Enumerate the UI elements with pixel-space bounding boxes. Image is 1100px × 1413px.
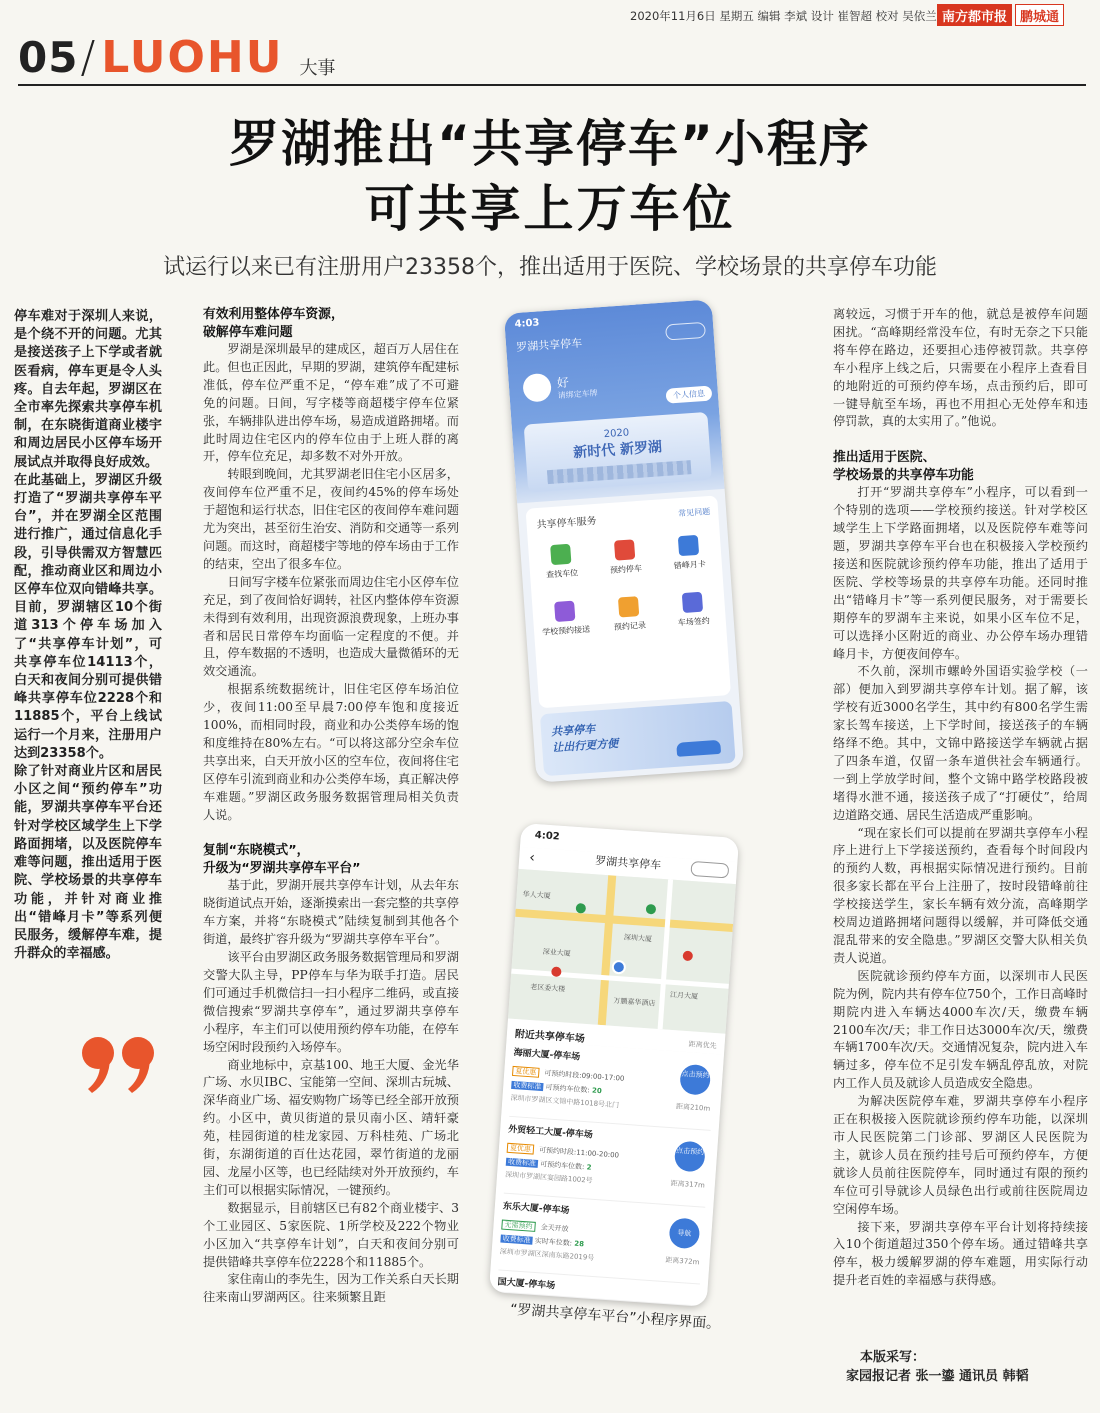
avatar[interactable]: [522, 373, 552, 403]
app-title: 罗湖共享停车: [515, 336, 583, 355]
page-number: 05: [18, 33, 79, 82]
app-screenshot-nearby: [489, 823, 739, 1307]
body-paragraph: 该平台由罗湖区政务服务数据管理局和罗湖交警大队主导，PP停车与华为联手打造。居民们可通过手机微信扫一扫小程序二维码，或直接微信搜索“罗湖共享停车”，通过罗湖共享停车小程序，车主们可以使用预约停车功能，在停车场空闲时段预约入场停车。: [203, 950, 459, 1054]
body-paragraph: 数据显示，目前辖区已有82个商业楼宇、3个工业园区、5家医院、1所学校及222个物业小区加入“共享停车计划”，白天和夜间分别可提供错峰共享停车位2228个和11885个。: [203, 1200, 459, 1269]
school-pickup-service[interactable]: 学校预约接送: [531, 589, 598, 638]
body-paragraph: 为解决医院停车难，罗湖共享停车小程序正在积极接入医院就诊预约停车功能，以深圳市人民医院第二门诊部、罗湖区人民医院为主，就诊人员在预约挂号后可预约停车，方便就诊人员前往医院停车，同时通过有限的预约车位可引导就诊人员绿色出行或前往医院周边空闲停车场。: [833, 1094, 1088, 1216]
faq-link[interactable]: 常见问题: [677, 506, 711, 519]
region-label: LUOHU: [101, 32, 284, 83]
map-view[interactable]: 华人大厦 深圳大厦 深业大厦 老区委大楼 万鹏嘉华酒店 江月大厦: [508, 869, 736, 1034]
lot-card[interactable]: 东乐大厦-停车场 无需预约 全天开放 收费标准 实时车位数: 28 深圳市罗湖区深南东路2019号 导航 距离372m: [498, 1194, 705, 1285]
newspaper-logo: [937, 4, 1092, 26]
section-heading: 复制“东晓模式”， 升级为“罗湖共享停车平台”: [203, 843, 361, 876]
byline-label: 本版采写：: [860, 1350, 926, 1365]
offpeak-card-service[interactable]: 错峰月卡: [655, 523, 722, 572]
card-icon: [678, 535, 699, 556]
body-paragraph: 不久前，深圳市螺岭外国语实验学校（一部）便加入到罗湖共享停车计划。据了解，该学校有近3000名学生，其中约有800名学生需家长驾车接送，上下学时间，接送孩子的车辆络绎不绝。其中，文锦中路接送学车辆就占据了四条车道，仅留一条车道供社会车辆通行。一到上学放学时间，整个文锦中路学校路段被堵得水泄不通，接送孩子成了“打硬仗”，给周边道路交通、居民生活造成严重影响。: [833, 664, 1088, 822]
body-paragraph: 家住南山的李先生，因为工作关系白天长期往来南山罗湖两区。往来频繁且距: [203, 1272, 459, 1305]
map-pin-icon[interactable]: [576, 903, 587, 914]
body-paragraph: 罗湖是深圳最早的建成区，超百万人居住在此。但也正因此，早期的罗湖，建筑停车配建标准低，停车位严重不足，“停车难”成了不可避免的问题。日间，写字楼等商超楼宇停车位紧张，车辆排队进出停车场，易造成道路拥堵。而此时周边住宅区内的停车位由于上班人群的离开，停车位充足，却多数不对外开放。: [203, 342, 459, 464]
school-icon: [554, 601, 575, 622]
footer-banner: 共享停车 让出行更方便: [540, 701, 736, 776]
services-title: 共享停车服务: [536, 515, 597, 532]
byline: [846, 1348, 1029, 1386]
skyline-graphic: [547, 460, 692, 484]
section-label: 大事: [299, 58, 336, 79]
masthead-rule: [18, 84, 1086, 86]
back-arrow-icon[interactable]: ‹: [528, 849, 536, 866]
body-paragraph: 接下来，罗湖共享停车平台计划将持续接入10个街道超过350个停车场。通过错峰共享停车，极力缓解罗湖的停车难题，用实际行动提升老百姓的幸福感与获得感。: [833, 1219, 1088, 1288]
body-paragraph: 医院就诊预约停车方面，以深圳市人民医院为例，院内共有停车位750个，工作日高峰时期院内进入车辆达4000车次/天，缴费车辆2100车次/天；非工作日达3000车次/天，缴费车辆1700车次/天。交通情况复杂，院内进入车辆过多，停车位不足引发车辆乱停乱放，对院内工作人员及就诊人员造成安全隐患。: [833, 968, 1088, 1091]
lot-card[interactable]: 海丽大厦-停车场 夏优惠 可预约时段:09:00-17:00 收费标准 可预约车位数: 20 深圳市罗湖区文锦中路1018号北门 点击预约 距离210m: [509, 1040, 716, 1131]
banner-slogan: 新时代 新罗湖: [572, 439, 663, 462]
byline-credits: 家园报记者 张一鎏 通讯员 韩韬: [846, 1369, 1029, 1384]
body-paragraph: 打开“罗湖共享停车”小程序，可以看到一个特别的选项——学校预约接送。针对学校区域学生上下学路面拥堵，以及医院停车难等问题，罗湖共享停车平台也在积极接入学校预约接送和医院就诊预约停车功能，推出了适用于医院、学校等场景的共享停车功能。还同时推出“错峰月卡”等一系列便民服务，对于需要长期停车的罗湖车主来说，如果小区车位不足，可以选择小区附近的商业、办公停车场办理错峰月卡，方便夜间停车。: [833, 485, 1088, 661]
subheadline: 试运行以来已有注册用户23358个，推出适用于医院、学校场景的共享停车功能: [163, 255, 937, 280]
personal-info-button[interactable]: 个人信息: [665, 386, 712, 404]
lot-contract-service[interactable]: 车场签约: [659, 580, 726, 629]
page-masthead: [18, 30, 336, 83]
promo-banner: [524, 412, 712, 493]
lot-list: [489, 1039, 724, 1306]
app-title: 罗湖共享停车: [594, 854, 662, 872]
contract-icon: [682, 592, 703, 613]
book-parking-service[interactable]: 预约停车: [591, 528, 658, 577]
image-caption: “罗湖共享停车平台”小程序界面。: [509, 1301, 721, 1333]
dateline: 2020年11月6日 星期五 编辑 李斌 设计 崔智超 校对 吴依兰: [630, 9, 937, 23]
find-space-service[interactable]: 查找车位: [527, 532, 594, 581]
banner-year: 2020: [603, 427, 630, 441]
nearby-title: 附近共享停车场: [514, 1029, 586, 1045]
body-column-4: [833, 306, 1088, 1290]
body-paragraph: “现在家长们可以提前在罗湖共享停车小程序上进行上下学接送预约，查看每个时间段内的预约人数，再根据实际情况进行预约。目前很多家长都在平台上注册了，按时段错峰前往学校接送学生，家长车辆有效分流，高峰期学校周边道路拥堵问题得以缓解，并可降低交通混乱带来的安全隐患。”罗湖区交警大队相关负责人说道。: [833, 825, 1088, 965]
capsule-menu-icon[interactable]: [665, 322, 706, 341]
booking-records-service[interactable]: 预约记录: [595, 585, 662, 634]
lead-column: [14, 308, 162, 963]
services-panel: [526, 495, 731, 708]
records-icon: [618, 596, 639, 617]
headline-line-1: 罗湖推出“共享停车”小程序: [229, 115, 871, 173]
book-lot-button[interactable]: 点击预约: [674, 1141, 706, 1173]
sort-toggle[interactable]: 距离优先: [688, 1040, 717, 1051]
quote-mark-icon: [80, 1035, 160, 1095]
car-icon: [676, 740, 721, 757]
book-parking-icon: [614, 539, 635, 560]
body-paragraph: 根据系统数据统计，旧住宅区停车场泊位少，夜间11:00至早晨7:00停车饱和度接近100%，而相同时段，商业和办公类停车场的饱和度维持在80%左右。“可以将这部分空余车位共享出来，白天开放小区的空车位，夜间将住宅区停车引流到商业和办公类停车场，真正解决停车难题。”罗湖区政务服务数据管理局相关负责人说。: [203, 682, 459, 822]
body-paragraph: 商业地标中，京基100、地王大厦、金光华广场、水贝IBC、宝能第一空间、深圳古玩城、深华商业广场、福安购物广场等已经全部开放预约。小区中，黄贝街道的景贝南小区、靖轩豪苑，桂园街道的桂龙家园、万科桂苑、广场北街，东湖街道的百仕达花园，翠竹街道的龙丽园、龙屋小区等，也已经陆续对外开放预约，车主们可以根据实际情况，一键预约。: [203, 1057, 459, 1197]
brand-logo-main: 南方都市报: [937, 4, 1012, 26]
body-paragraph: 离较远，习惯于开车的他，就总是被停车问题困扰。“高峰期经常没车位，有时无奈之下只能将车停在路边，还要担心违停被罚款。共享停车小程序上线之后，只需要在小程序上查看目的地附近的可预约停车场，点击预约后，即可一键导航至车场，再也不用担心无处停车和违停罚款，真的太实用了。”他说。: [833, 307, 1088, 429]
bind-plate-hint[interactable]: 请绑定车牌: [557, 388, 598, 401]
section-heading: 有效利用整体停车资源， 破解停车难问题: [203, 307, 344, 340]
map-pin-icon[interactable]: [682, 951, 693, 962]
status-time: 4:02: [534, 829, 561, 843]
body-paragraph: 转眼到晚间，尤其罗湖老旧住宅小区居多，夜间停车位严重不足，夜间约45%的停车场处于超饱和运行状态，旧住宅区的夜间停车难问题尤为突出，甚至衍生治安、消防和交通等一系列问题。而这时，商超楼宇等地的停车场由于工作的结束，空出了很多车位。: [203, 467, 459, 571]
status-time: 4:03: [514, 317, 540, 331]
capsule-menu-icon[interactable]: [690, 861, 729, 879]
body-paragraph: 日间写字楼车位紧张而周边住宅小区停车位充足，到了夜间恰好调转，社区内整体停车资源未得到有效利用，出现资源浪费现象，上班办事者和居民日常停车均面临一定程度的不便。并且，停车数据的不透明，也造成大量微循环的无效交通流。: [203, 574, 459, 679]
my-location-icon: [611, 960, 626, 975]
body-paragraph: 基于此，罗湖开展共享停车计划，从去年东晓街道试点开始，逐渐摸索出一套完整的共享停车方案，并将“东晓模式”陆续复制到其他各个街道，最终扩容升级为“罗湖共享停车平台”。: [203, 878, 459, 947]
navigate-button[interactable]: 导航: [668, 1217, 700, 1249]
find-space-icon: [550, 544, 571, 565]
map-pin-icon[interactable]: [646, 904, 657, 915]
brand-logo-sub: 鹏城通: [1015, 4, 1064, 26]
headline-line-2: 可共享上万车位: [364, 180, 736, 238]
lead-paragraph: 在此基础上，罗湖区升级打造了“罗湖共享停车平台”，并在罗湖全区范围进行推广，通过信息化手段，引导供需双方智慧匹配，推动商业区和周边小区停车位双向错峰共享。目前，罗湖辖区10个街道313个停车场加入了“共享停车计划”，可共享停车位14113个，白天和夜间分别可提供错峰共享停车位2228个和11885个，平台上线试运行一个月来，注册用户达到23358个。: [14, 472, 162, 761]
app-screenshot-home: [504, 299, 744, 782]
masthead-slash: /: [80, 32, 96, 83]
greeting-text: 好: [556, 375, 570, 391]
body-column-2: [203, 306, 459, 1307]
lot-card[interactable]: 外贸轻工大厦-停车场 夏优惠 可预约时段:11:00-20:00 收费标准 可预约车位数: 2 深圳市罗湖区宴园路1002号 点击预约 距离317m: [504, 1117, 711, 1208]
lead-paragraph: 除了针对商业片区和居民小区之间“预约停车”功能，罗湖共享停车平台还针对学校区域学生上下学路面拥堵，以及医院停车难等问题，推出适用于医院、学校场景的共享停车功能，并针对商业推出“错峰月卡”等系列便民服务，缓解停车难，提升群众的幸福感。: [14, 764, 162, 962]
lot-card[interactable]: 国大厦-停车场: [497, 1277, 556, 1292]
section-heading: 推出适用于医院、 学校场景的共享停车功能: [833, 450, 974, 483]
lead-paragraph: 停车难对于深圳人来说，是个绕不开的问题。尤其是接送孩子上下学或者就医看病，停车更是令人头疼。自去年起，罗湖区在全市率先探索共享停车机制，在东晓街道商业楼宇和周边居民小区停车场开展试点并取得良好成效。: [14, 309, 162, 470]
book-lot-button[interactable]: 点击预约: [679, 1064, 711, 1096]
